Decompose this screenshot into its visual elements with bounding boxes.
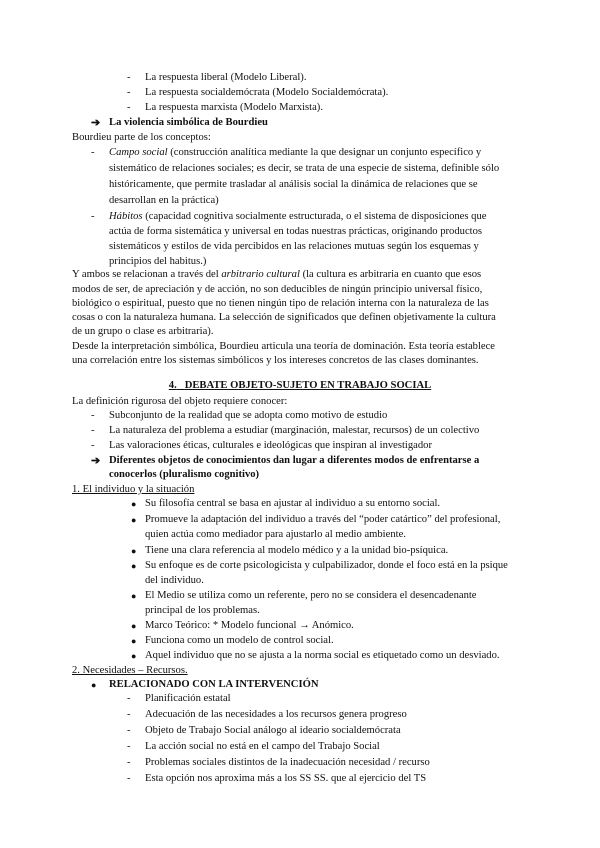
list-item: Subconjunto de la realidad que se adopta como motivo de estudio xyxy=(109,410,388,421)
list-item: Esta opción nos aproxima más a los SS SS. que al ejercicio del TS xyxy=(145,773,427,784)
concept-line: actúa de forma sistemática y universal en todas nuestras prácticas, originando productos xyxy=(109,226,483,237)
bullet-item: Su enfoque es de corte psicologicista y culpabilizador, donde el foco está en la psique xyxy=(145,560,508,571)
list-item: La respuesta socialdemócrata (Modelo Socialdemócrata). xyxy=(145,87,389,98)
bold-heading: RELACIONADO CON LA INTERVENCIÓN xyxy=(109,679,319,690)
paragraph-line: Bourdieu parte de los conceptos: xyxy=(72,132,211,143)
section-number: 4. xyxy=(168,380,177,391)
bullet-icon: ● xyxy=(131,621,137,631)
concept-line xyxy=(109,210,486,224)
bullet-item: El Medio se utiliza como un referente, pero no se considera el desencadenante xyxy=(145,590,477,601)
concept-line: desarrollan en la práctica) xyxy=(109,195,219,206)
list-item: Adecuación de las necesidades a los recursos genera progreso xyxy=(145,709,407,720)
concept-text: (capacidad cognitiva socialmente estructurada, o el sistema de disposiciones que xyxy=(142,211,487,222)
concept-term: Hábitos xyxy=(109,211,143,222)
paragraph-line: cosas o con la naturaleza humana. La selección de significados que definen objetivamente la cultura xyxy=(72,312,496,323)
bullet-icon: ● xyxy=(131,546,137,556)
bold-statement: conocerlos (pluralismo cognitivo) xyxy=(109,469,260,480)
list-item: Planificación estatal xyxy=(145,693,231,704)
bullet-item: Su filosofía central se basa en ajustar al individuo a su entorno social. xyxy=(145,498,441,509)
paragraph-line: de un grupo o clase es arbitraria). xyxy=(72,326,214,337)
list-item: La acción social no está en el campo del Trabajo Social xyxy=(145,741,380,752)
dash-marker: - xyxy=(91,147,95,158)
paragraph-line: una correlación entre los sistemas simbólicos y los intereses concretos de las clases dominantes. xyxy=(72,355,479,366)
subsection-title: 2. Necesidades – Recursos. xyxy=(72,665,188,676)
concept-line xyxy=(109,146,481,160)
bullet-item-cont: quien actúa como mediador para ajustarlo al medio ambiente. xyxy=(145,529,406,540)
concept-term: Campo social xyxy=(109,147,168,158)
arrow-icon: ➔ xyxy=(91,117,101,129)
bold-statement: Diferentes objetos de conocimientos dan lugar a diferentes modos de enfrentarse a xyxy=(109,455,480,466)
bullet-item: Marco Teórico: * Modelo funcional → Anómico. xyxy=(145,620,354,631)
list-item: La naturaleza del problema a estudiar (marginación, malestar, recursos) de un colectivo xyxy=(109,425,480,436)
list-item: Las valoraciones éticas, culturales e ideológicas que inspiran al investigador xyxy=(109,440,432,451)
dash-marker: - xyxy=(127,741,131,752)
dash-marker: - xyxy=(127,725,131,736)
concept-line: principios del habitus.) xyxy=(109,256,207,267)
list-item: Problemas sociales distintos de la inadecuación necesidad / recurso xyxy=(145,757,430,768)
section-title-text: DEBATE OBJETO-SUJETO EN TRABAJO SOCIAL xyxy=(184,380,432,391)
subsection-title: 1. El individuo y la situación xyxy=(72,484,195,495)
bullet-icon: ● xyxy=(131,591,137,601)
paragraph-line: biológico o espiritual, puesto que no tienen ningún tipo de relación interna con la naturaleza de las xyxy=(72,298,489,309)
bullet-item: Promueve la adaptación del individuo a través del “poder catártico” del profesional, xyxy=(145,514,501,525)
bullet-icon: ● xyxy=(131,651,137,661)
section-title xyxy=(0,379,600,393)
dash-marker: - xyxy=(127,773,131,784)
bullet-item-cont: principal de los problemas. xyxy=(145,605,260,616)
paragraph-line: La definición rigurosa del objeto requiere conocer: xyxy=(72,396,288,407)
dash-marker: - xyxy=(127,87,131,98)
arrow-icon: ➔ xyxy=(91,455,101,467)
bullet-icon: ● xyxy=(131,515,137,525)
italic-term: arbitrario cultural xyxy=(221,269,300,280)
dash-marker: - xyxy=(91,211,95,222)
dash-marker: - xyxy=(127,72,131,83)
concept-text: (construcción analítica mediante la que designar un conjunto específico y xyxy=(167,147,482,158)
paragraph-line xyxy=(72,268,481,282)
bullet-icon: ● xyxy=(91,680,97,690)
bullet-item: Funciona como un modelo de control social. xyxy=(145,635,334,646)
dash-marker: - xyxy=(127,709,131,720)
dash-marker: - xyxy=(127,693,131,704)
bullet-icon: ● xyxy=(131,561,137,571)
paragraph-line: modos de ser, de apreciación y de acción, no son deducibles de ningún principio universal físico, xyxy=(72,284,483,295)
list-item: La respuesta marxista (Modelo Marxista). xyxy=(145,102,323,113)
dash-marker: - xyxy=(127,757,131,768)
bullet-item-cont: del individuo. xyxy=(145,575,204,586)
concept-line: sistemáticos y estilos de vida percibidos en las relaciones mutuas según los esquemas y xyxy=(109,241,479,252)
bullet-icon: ● xyxy=(131,636,137,646)
list-item: Objeto de Trabajo Social análogo al ideario socialdemócrata xyxy=(145,725,401,736)
dash-marker: - xyxy=(91,425,95,436)
list-item: La respuesta liberal (Modelo Liberal). xyxy=(145,72,307,83)
dash-marker: - xyxy=(91,440,95,451)
paragraph-text: Y ambos se relacionan a través del xyxy=(72,269,222,280)
bullet-item: Tiene una clara referencia al modelo médico y a la unidad bio-psíquica. xyxy=(145,545,449,556)
section-heading: La violencia simbólica de Bourdieu xyxy=(109,117,268,128)
dash-marker: - xyxy=(127,102,131,113)
paragraph-text: (la cultura es arbitraria en cuanto que esos xyxy=(299,269,482,280)
concept-line: históricamente, que permite trasladar al análisis social la dinámica de relaciones que se xyxy=(109,179,478,190)
bullet-icon: ● xyxy=(131,499,137,509)
concept-line: sistemático de relaciones sociales; es decir, se trata de una especie de sistema, definible sólo xyxy=(109,163,500,174)
paragraph-line: Desde la interpretación simbólica, Bourdieu articula una teoría de dominación. Esta teoría establece xyxy=(72,341,495,352)
dash-marker: - xyxy=(91,410,95,421)
bullet-item: Aquel individuo que no se ajusta a la norma social es etiquetado como un desviado. xyxy=(145,650,500,661)
